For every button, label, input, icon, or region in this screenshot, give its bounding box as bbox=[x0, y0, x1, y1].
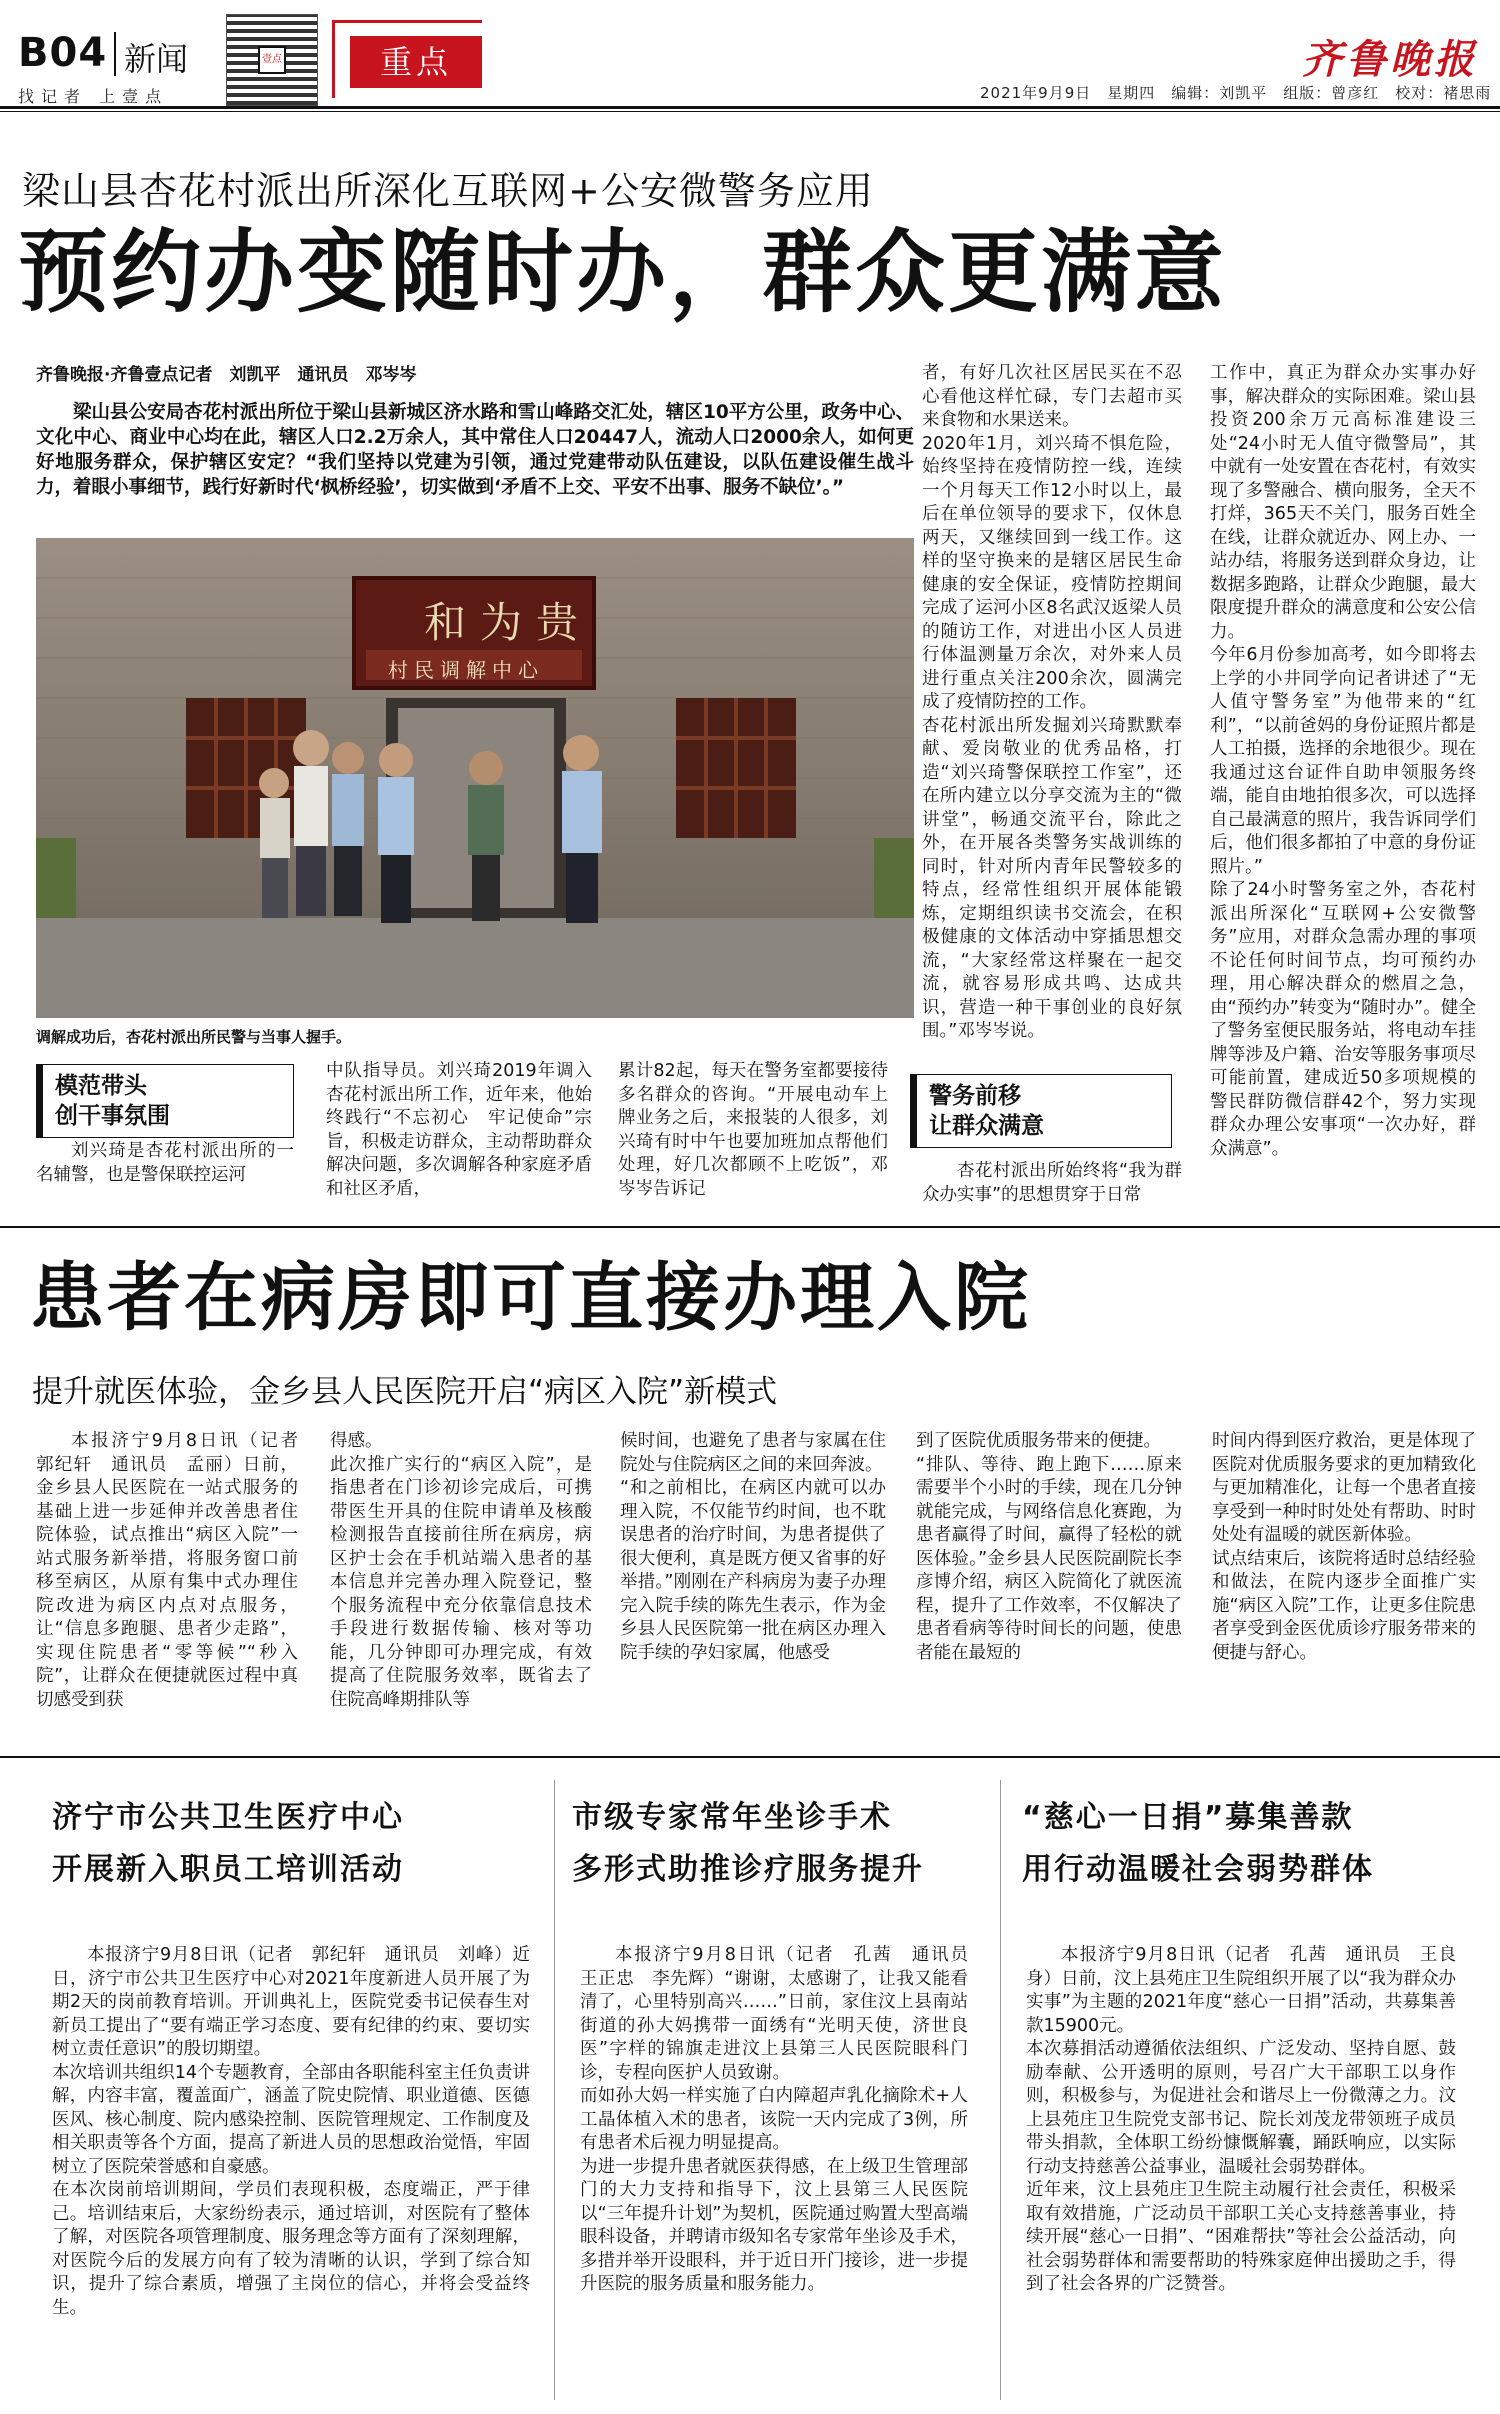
story1-subhead-2 bbox=[910, 1074, 1172, 1148]
story1-col2: 中队指导员。刘兴琦2019年调入杏花村派出所工作，近年来，他始终践行“不忘初心 牢记使命”宗旨，积极走访群众，主动帮助群众解决问题，多次调解各种家庭矛盾和社区矛盾， bbox=[326, 1061, 592, 1199]
story1-subheadline: 梁山县杏花村派出所深化互联网+公安微警务应用 bbox=[22, 169, 874, 213]
story2-col5: 时间内得到医疗救治，更是体现了医院对优质服务要求的更加精致化与更加精准化，让每一个患者直接享受到一种时时处处有帮助、时时处处有温暖的就医新体验。 试点结束后，该院将适时总结经验和做法，在院内逐步全面推广实施“病区入院”工作，让更多住院患者享受到金医优质诊疗服务带来的便捷与舒心。 bbox=[1212, 1431, 1476, 1663]
divider bbox=[114, 32, 116, 76]
story1-col5: 工作中，真正为群众办实事办好事，解决群众的实际困难。梁山县投资200余万元高标准建设三处“24小时无人值守微警局”，其中就有一处安置在杏花村，有效实现了多警融合、横向服务，全天不打烊，365天不关门，服务百姓全在线，让群众就近办、网上办、一站办结，将服务送到群众身边，让数据多跑路，让群众少跑腿，最大限度提升群众的满意度和公安公信力。 今年6月份参加高考，如今即将去上学的小井同学向记者讲述了“无人值守警务室”为他带来的“红利”，“以前爸妈的身份证照片都是人工拍摄，选择的余地很少。现在我通过这台证件自助申领服务终端，能自由地拍很多次，可以选择自己最满意的照片，我告诉同学们后，他们很多都拍了中意的身份证照片。” 除了24小时警务室之外，杏花村派出所深化“互联网+公安微警务”应用，对群众急需办理的事项不论任何时间节点，均可预约办理，用心解决群众的燃眉之急，由“预约办”转变为“随时办”。健全了警务室便民服务站，将电动车挂牌等涉及户籍、治安等服务事项尽可能前置，建成近50多项规模的警民群防微信群42个，努力实现群众办理公安事项“一次办好，群众满意”。 bbox=[1210, 363, 1476, 1159]
subhead-line: 模范带头 bbox=[55, 1073, 147, 1099]
subhead-line: 创干事氛围 bbox=[55, 1103, 170, 1129]
story1-headline: 预约办变随时办，群众更满意 bbox=[18, 220, 1227, 325]
photo-caption: 调解成功后，杏花村派出所民警与当事人握手。 bbox=[36, 1028, 352, 1046]
qr-logo: 壹点 bbox=[258, 46, 286, 74]
masthead-rule-thin bbox=[0, 111, 1500, 112]
dateline: 2021年9月9日 星期四 编辑：刘凯平 组版：曾彦红 校对：褚思雨 bbox=[980, 84, 1492, 102]
story1-col1: 刘兴琦是杏花村派出所的一名辅警，也是警保联控运河 bbox=[36, 1141, 294, 1185]
story1-col3: 累计82起，每天在警务室都要接待多名群众的咨询。“开展电动车上牌业务之后，来报装的人很多，刘兴琦有时中午也要加班加点帮他们处理，好几次都顾不上吃饭”，邓岑岑告诉记 bbox=[618, 1061, 888, 1199]
story2-col2: 得感。 此次推广实行的“病区入院”，是指患者在门诊初诊完成后，可携带医生开具的住院申请单及核酸检测报告直接前往所在病房，病区护士会在手机站端入患者的基本信息并完善办理入院登记，整个服务流程中充分依靠信息技术手段进行数据传输、核对等功能，几分钟即可办理完成，有效提高了住院服务效率，既省去了住院高峰期排队等 bbox=[330, 1431, 592, 1710]
story1-byline: 齐鲁晚报·齐鲁壹点记者 刘凯平 通讯员 邓岑岑 bbox=[36, 365, 417, 385]
story-photo bbox=[36, 538, 914, 1018]
headline-line: 市级专家常年坐诊手术 bbox=[572, 1800, 892, 1835]
story1-col4: 者，有好几次社区居民买在不忍心看他这样忙碌，专门去超市买来食物和水果送来。 2020年1月，刘兴琦不惧危险，始终坚持在疫情防控一线，连续一个月每天工作12小时以上，最后在单位领导的要求下，仅休息两天，又继续回到一线工作。这样的坚守换来的是辖区居民生命健康的安全保证，疫情防控期间完成了运河小区8名武汉返梁人员的随访工作，对进出小区人员进行体温测量万余次，对外来人员进行重点关注200余次，圆满完成了疫情防控的工作。 杏花村派出所发掘刘兴琦默默奉献、爱岗敬业的优秀品格，打造“刘兴琦警保联控工作室”，还在所内建立以分享交流为主的“微讲堂”，畅通交流平台，除此之外，在开展各类警务实战训练的同时，针对所内青年民警较多的特点，经常性组织开展体能锻炼，定期组织读书交流会，在积极健康的文体活动中穿插思想交流，“大家经常这样聚在一起交流，就容易形成共鸣、达成共识，营造一种干事创业的良好氛围。”邓岑岑说。 bbox=[922, 363, 1182, 1041]
headline-line: 济宁市公共卫生医疗中心 bbox=[52, 1800, 404, 1835]
box2-headline bbox=[572, 1792, 924, 1896]
box1-body: 本报济宁9月8日讯（记者 郭纪轩 通讯员 刘峰）近日，济宁市公共卫生医疗中心对2021年度新进人员开展了为期2天的岗前教育培训。开训典礼上，医院党委书记侯春生对新员工提出了“要有端正学习态度、要有纪律的约束、要切实树立责任意识”的殷切期望。 本次培训共组织14个专题教育，全部由各职能科室主任负责讲解，内容丰富，覆盖面广，涵盖了院史院情、职业道德、医德医风、核心制度、院内感染控制、医院管理规定、工作制度及相关职责等各个方面，提高了新进人员的思想政治觉悟，牢固树立了医院荣誉感和自豪感。 在本次岗前培训期间，学员们表现积极，态度端正，严于律己。培训结束后，大家纷纷表示，通过培训，对医院有了整体了解，对医院各项管理制度、服务理念等方面有了深刻理解，对医院今后的发展方向有了较为清晰的认识，学到了综合知识，提升了综合素质，增强了主岗位的信心，并将会受益终生。 bbox=[52, 1945, 530, 2318]
slogan: 找记者 上壹点 bbox=[18, 87, 169, 106]
brand-logo: 齐鲁晚报 bbox=[1302, 36, 1478, 83]
box3-body: 本报济宁9月8日讯（记者 孔茜 通讯员 王良身）日前，汶上县苑庄卫生院组织开展了以“我为群众办实事”为主题的2021年度“慈心一日捐”活动，共募集善款15900元。 本次募捐活动遵循依法组织、广泛发动、坚持自愿、鼓励奉献、公开透明的原则，号召广大干部职工以身作则，积极参与，为促进社会和谐尽上一份微薄之力。汶上县苑庄卫生院党支部书记、院长刘茂龙带领班子成员带头捐款，全体职工纷纷慷慨解囊，踊跃响应，以实际行动支持慈善公益事业，温暖社会弱势群体。 近年来，汶上县苑庄卫生院主动履行社会责任，积极采取有效措施，广泛动员干部职工关心支持慈善事业，持续开展“慈心一日捐”、“困难帮扶”等社会公益活动，向社会弱势群体和需要帮助的特殊家庭伸出援助之手，得到了社会各界的广泛赞誉。 bbox=[1026, 1945, 1456, 2294]
story2-subheadline: 提升就医体验，金乡县人民医院开启“病区入院”新模式 bbox=[32, 1374, 778, 1410]
subhead-line: 警务前移 bbox=[929, 1083, 1021, 1109]
box1-headline bbox=[52, 1792, 404, 1896]
headline-line: 多形式助推诊疗服务提升 bbox=[572, 1852, 924, 1887]
page-number: B04 bbox=[18, 30, 108, 76]
subhead-line: 让群众满意 bbox=[929, 1113, 1044, 1139]
story2-headline: 患者在病房即可直接办理入院 bbox=[30, 1255, 1031, 1341]
photo-sign-top: 和为贵 bbox=[424, 598, 593, 647]
story1-lede: 梁山县公安局杏花村派出所位于梁山县新城区济水路和雪山峰路交汇处，辖区10平方公里，政务中心、文化中心、商业中心均在此，辖区人口2.2万余人，其中常住人口20447人，流动人口2000余人，如何更好地服务群众，保护辖区安定？“我们坚持以党建为引领，通过党建带动队伍建设，以队伍建设催生战斗力，着眼小事细节，践行好新时代‘枫桥经验’，切实做到‘矛盾不上交、平安不出事、服务不缺位’。” bbox=[36, 402, 914, 498]
section-rule bbox=[0, 1756, 1500, 1758]
story2-col1: 本报济宁9月8日讯（记者 郭纪轩 通讯员 孟丽）日前，金乡县人民医院在一站式服务的基础上进一步延伸并改善患者住院体验，试点推出“病区入院”一站式服务新举措，将服务窗口前移至病区，从原有集中式办理住院改进为病区内点对点服务，让“信息多跑腿、患者少走路”，实现住院患者“零等候”“秒入院”，让群众在便捷就医过程中真切感受到获 bbox=[36, 1431, 316, 1710]
section-name: 新闻 bbox=[124, 40, 189, 78]
story2-col3: 候时间，也避免了患者与家属在住院处与住院病区之间的来回奔波。 “和之前相比，在病区内就可以办理入院，不仅能节约时间，也不耽误患者的治疗时间，为患者提供了很大便利，真是既方便又省事的好举措。”刚刚在产科病房为妻子办理完入院手续的陈先生表示，作为金乡县人民医院第一批在病区办理入院手续的孕妇家属，他感受 bbox=[620, 1431, 886, 1663]
section-rule bbox=[0, 1226, 1500, 1228]
box3-headline bbox=[1022, 1792, 1374, 1896]
column-divider bbox=[1000, 1780, 1001, 2400]
headline-line: 开展新入职员工培训活动 bbox=[52, 1852, 404, 1887]
story1-subhead-1 bbox=[36, 1064, 294, 1138]
headline-line: “慈心一日捐”募集善款 bbox=[1022, 1800, 1354, 1835]
box2-body: 本报济宁9月8日讯（记者 孔茜 通讯员 王正忠 李先辉）“谢谢，太感谢了，让我又能看清了，心里特别高兴……”日前，家住汶上县南站街道的孙大妈携带一面绣有“光明天使，济世良医”字样的锦旗走进汶上县第三人民医院眼科门诊，专程向医护人员致谢。 而如孙大妈一样实施了白内障超声乳化摘除术+人工晶体植入术的患者，该院一天内完成了3例，所有患者术后视力明显提高。 为进一步提升患者就医获得感，在上级卫生管理部门的大力支持和指导下，汶上县第三人民医院以“三年提升计划”为契机，医院通过购置大型高端眼科设备，并聘请市级知名专家常年坐诊及手术，多措并举开设眼科，并于近日开门接诊，进一步提升医院的服务质量和服务能力。 bbox=[580, 1945, 968, 2294]
story1-col4b: 杏花村派出所始终将“我为群众办实事”的思想贯穿于日常 bbox=[922, 1161, 1182, 1205]
masthead-rule bbox=[0, 106, 1500, 109]
story2-col4: 到了医院优质服务带来的便捷。 “排队、等待、跑上跑下……原来需要半个小时的手续，现在几分钟就能完成，与网络信息化赛跑，为患者赢得了时间，赢得了轻松的就医体验。”金乡县人民医院副院长李彦博介绍，病区入院简化了就医流程，提升了工作效率，不仅解决了患者看病等待时间长的问题，使患者能在最短的 bbox=[916, 1431, 1182, 1663]
headline-line: 用行动温暖社会弱势群体 bbox=[1022, 1852, 1374, 1887]
column-divider bbox=[554, 1780, 555, 2400]
section-tag: 重点 bbox=[350, 36, 482, 88]
photo-sign-bottom: 村民调解中心 bbox=[388, 658, 544, 682]
